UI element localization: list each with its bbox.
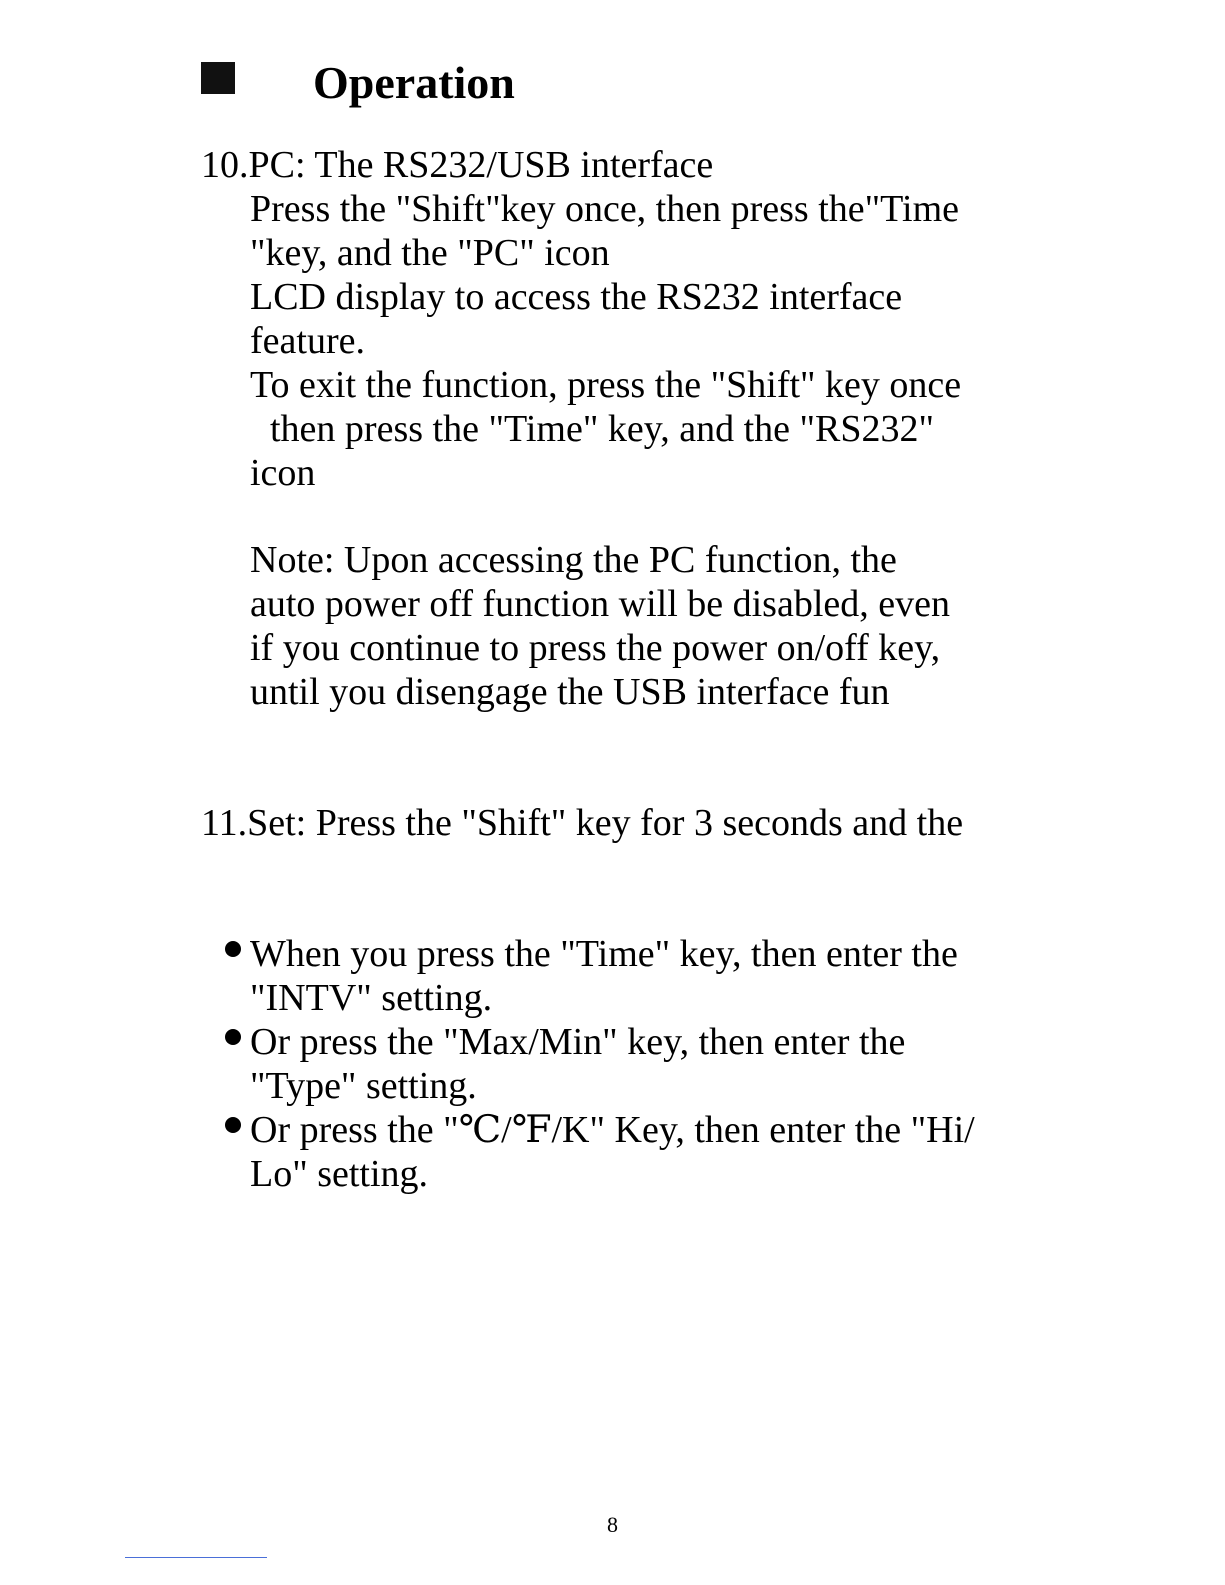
item-10-text-line: icon <box>250 452 316 494</box>
bullet-dot-icon <box>225 1117 241 1133</box>
bullet-item-line: Or press the "℃/℉/K" Key, then enter the "Hi/ <box>250 1109 975 1151</box>
footer-rule <box>125 1557 267 1558</box>
note-text-line: until you disengage the USB interface fun <box>250 671 890 713</box>
bullet-item-line: Lo" setting. <box>250 1153 429 1195</box>
item-10-text-line: feature. <box>250 320 365 362</box>
section-marker-square <box>201 62 235 94</box>
item-10-text-line: Press the "Shift"key once, then press the"Time <box>250 188 959 230</box>
item-10-text-line: then press the "Time" key, and the "RS232" <box>270 408 935 450</box>
item-10-text-line: To exit the function, press the "Shift" key once <box>250 364 962 406</box>
bullet-dot-icon <box>225 1029 241 1045</box>
note-text-line: Note: Upon accessing the PC function, the <box>250 539 897 581</box>
item-10-text-line: "key, and the "PC" icon <box>250 232 610 274</box>
bullet-item-line: When you press the "Time" key, then enter the <box>250 933 958 975</box>
bullet-item-line: "Type" setting. <box>250 1065 477 1107</box>
item-11-title: 11.Set: Press the "Shift" key for 3 seconds and the <box>201 802 964 844</box>
item-10-title: 10.PC: The RS232/USB interface <box>201 144 714 186</box>
section-title: Operation <box>313 57 515 108</box>
bullet-dot-icon <box>225 941 241 957</box>
note-text-line: auto power off function will be disabled, even <box>250 583 950 625</box>
note-text-line: if you continue to press the power on/off key, <box>250 627 941 669</box>
bullet-item-line: "INTV" setting. <box>250 977 493 1019</box>
bullet-item-line: Or press the "Max/Min" key, then enter the <box>250 1021 906 1063</box>
page-number: 8 <box>607 1512 618 1537</box>
item-10-text-line: LCD display to access the RS232 interface <box>250 276 903 318</box>
